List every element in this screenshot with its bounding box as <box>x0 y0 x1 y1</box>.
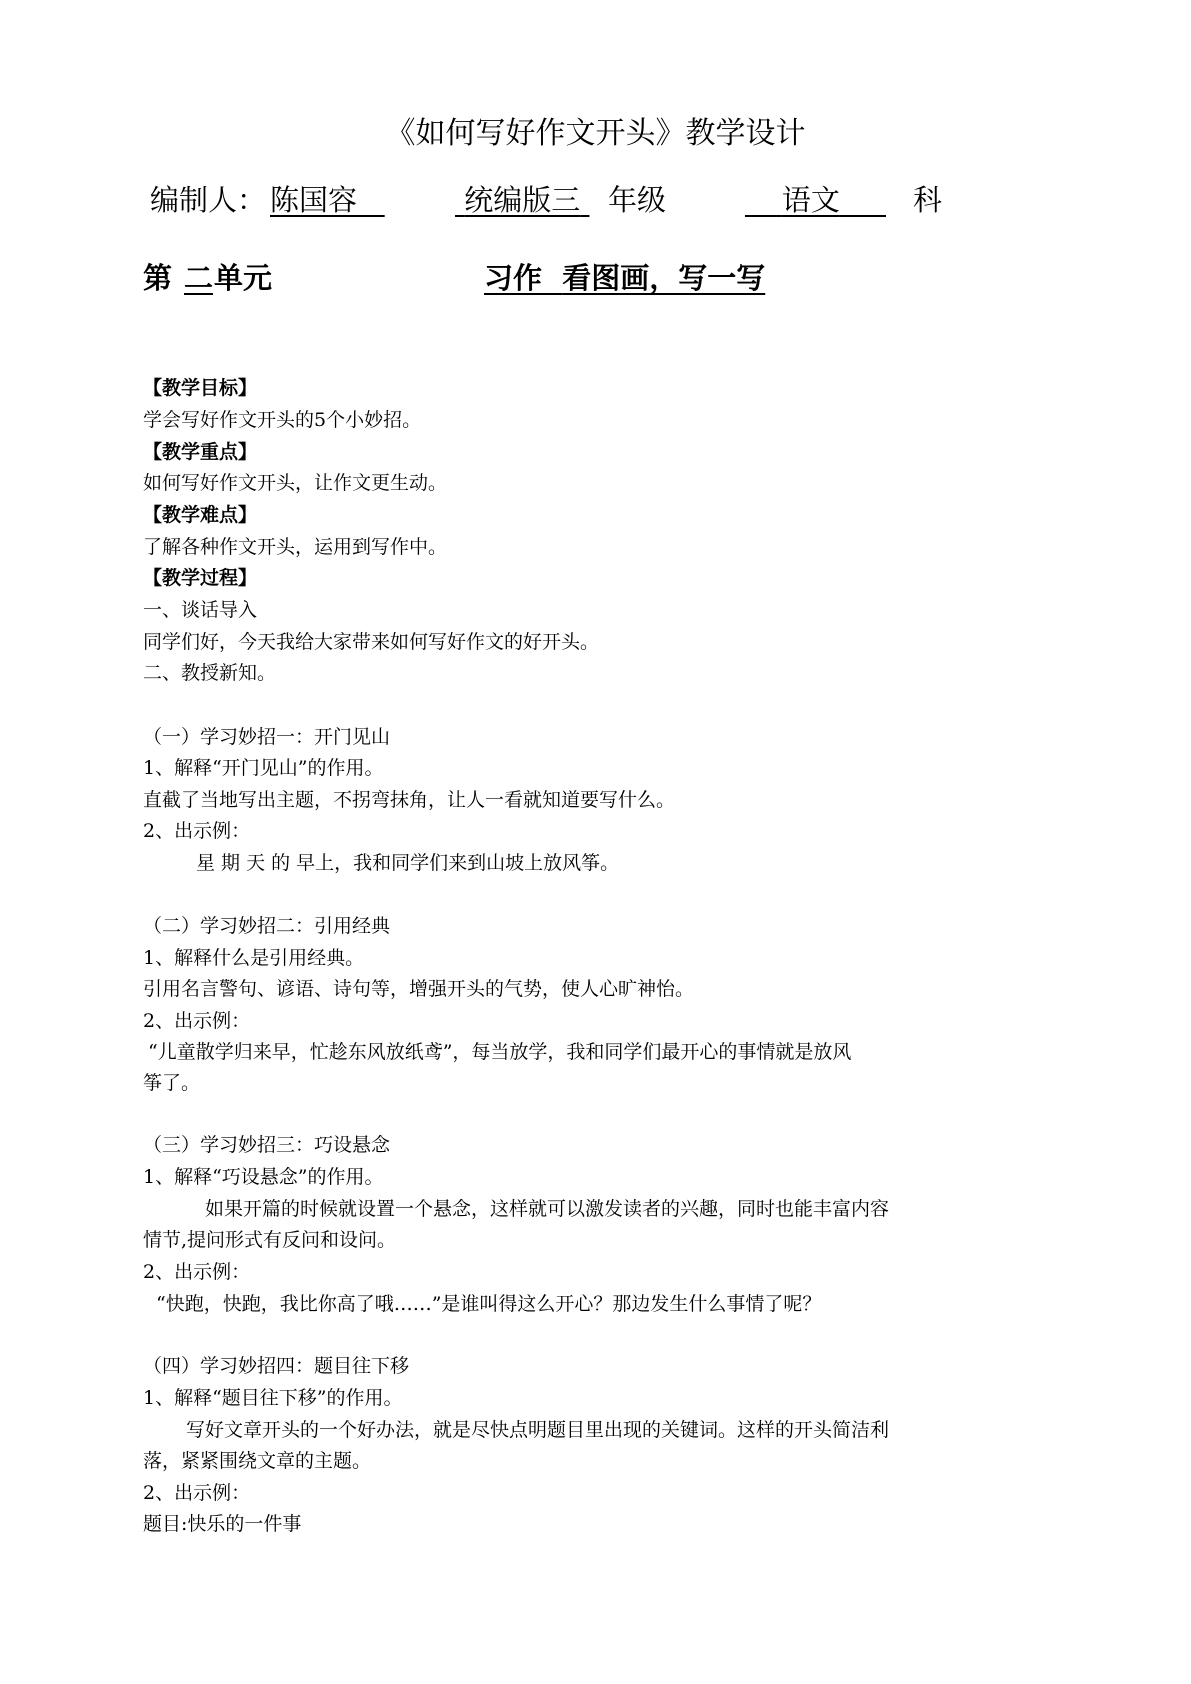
unit-number: 二 <box>184 261 214 295</box>
subject-label: 科 <box>913 183 943 217</box>
tip4-title: （四）学习妙招四：题目往下移 <box>143 1355 410 1377</box>
objective-text: 学会写好作文开头的5个小妙招。 <box>143 409 422 431</box>
tip3-desc-line2: 情节,提问形式有反问和设问。 <box>143 1229 397 1251</box>
tip1-title: （一）学习妙招一：开门见山 <box>143 726 391 748</box>
author-name <box>270 180 385 220</box>
step1-text: 同学们好，今天我给大家带来如何写好作文的好开头。 <box>143 631 600 653</box>
unit-row <box>0 258 1191 298</box>
meta-row <box>0 180 1191 220</box>
tip3-example-label: 2、出示例： <box>143 1261 251 1283</box>
tip2-example-line2: 筝了。 <box>143 1072 201 1094</box>
document-title: 《如何写好作文开头》教学设计 <box>385 116 806 151</box>
tip4-desc-line2: 落，紧紧围绕文章的主题。 <box>143 1450 372 1472</box>
lesson-type: 习作 <box>484 261 543 295</box>
author-name-text: 陈国容 <box>270 183 358 217</box>
difficulty-text: 了解各种作文开头，运用到写作中。 <box>143 536 448 558</box>
lesson-heading <box>484 258 765 298</box>
tip4-example-label: 2、出示例： <box>143 1482 251 1504</box>
tip4-explain: 1、解释“题目往下移”的作用。 <box>143 1387 403 1409</box>
tip1-example-label: 2、出示例： <box>143 820 251 842</box>
unit-suffix: 单元 <box>214 261 273 295</box>
tip3-explain: 1、解释“巧设悬念”的作用。 <box>143 1166 384 1188</box>
step2-heading: 二、教授新知。 <box>143 662 277 684</box>
tip2-example-label: 2、出示例： <box>143 1010 251 1032</box>
tip4-desc-line1: 写好文章开头的一个好办法，就是尽快点明题目里出现的关键词。这样的开头简洁利 <box>186 1419 890 1441</box>
tip4-example: 题目:快乐的一件事 <box>143 1513 302 1535</box>
tip3-title: （三）学习妙招三：巧设悬念 <box>143 1134 391 1156</box>
subject <box>745 180 886 220</box>
lesson-title: 看图画，写一写 <box>562 261 766 295</box>
focus-heading: 【教学重点】 <box>143 441 258 463</box>
step1-heading: 一、谈话导入 <box>143 599 258 621</box>
author-label: 编制人： <box>150 183 267 217</box>
tip3-example: “快跑，快跑，我比你高了哦……”是谁叫得这么开心？那边发生什么事情了呢？ <box>156 1293 822 1315</box>
edition <box>455 180 589 220</box>
subject-text: 语文 <box>781 183 840 217</box>
tip2-title: （二）学习妙招二：引用经典 <box>143 915 391 937</box>
tip3-desc-line1: 如果开篇的时候就设置一个悬念，这样就可以激发读者的兴趣，同时也能丰富内容 <box>205 1198 890 1220</box>
grade-label: 年级 <box>608 183 667 217</box>
tip2-example-line1: “儿童散学归来早，忙趁东风放纸鸢”，每当放学，我和同学们最开心的事情就是放风 <box>148 1041 852 1063</box>
tip1-example: 星 期 天 的 早上，我和同学们来到山坡上放风筝。 <box>196 852 620 874</box>
tip1-explain: 1、解释“开门见山”的作用。 <box>143 757 384 779</box>
tip2-explain: 1、解释什么是引用经典。 <box>143 947 365 969</box>
edition-text: 统编版三 <box>464 183 581 217</box>
objective-heading: 【教学目标】 <box>143 377 258 399</box>
unit-prefix: 第 <box>143 261 173 295</box>
process-heading: 【教学过程】 <box>143 567 258 589</box>
focus-text: 如何写好作文开头，让作文更生动。 <box>143 472 448 494</box>
tip1-desc: 直截了当地写出主题，不拐弯抹角，让人一看就知道要写什么。 <box>143 789 676 811</box>
tip2-desc: 引用名言警句、谚语、诗句等，增强开头的气势，使人心旷神怡。 <box>143 978 695 1000</box>
difficulty-heading: 【教学难点】 <box>143 504 258 526</box>
